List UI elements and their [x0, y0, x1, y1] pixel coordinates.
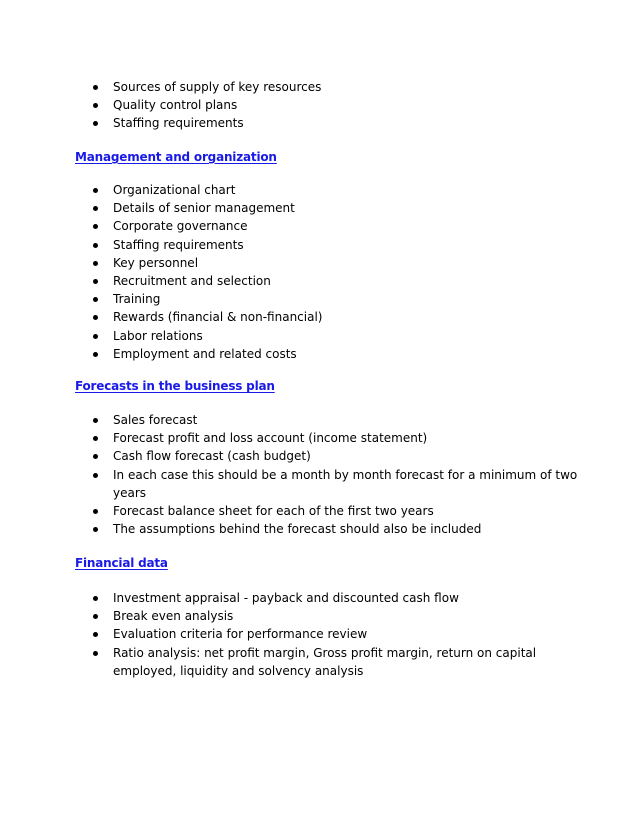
list-item: [0, 78, 638, 96]
list-item: [0, 411, 638, 429]
bullet-icon: [93, 206, 98, 211]
bullet-icon: [93, 418, 98, 423]
list-item-text: Labor relations: [113, 328, 203, 343]
section-heading-management: Management and organization: [75, 150, 277, 164]
list-item: [0, 236, 638, 254]
bullet-icon: [93, 85, 98, 90]
list-item-text: Staffing requirements: [113, 116, 244, 131]
list-item: [0, 308, 638, 326]
list-item: [0, 589, 638, 607]
bullet-icon: [93, 436, 98, 441]
list-item-text: In each case this should be a month by month forecast for a minimum of two years: [113, 467, 578, 500]
intro-section: [0, 78, 638, 133]
list-item-text: Sources of supply of key resources: [113, 80, 322, 94]
list-item-text: Details of senior management: [113, 201, 295, 216]
bullet-icon: [93, 224, 98, 229]
list-item: [0, 520, 638, 538]
list-item-text: Cash flow forecast (cash budget): [113, 449, 311, 464]
bullet-icon: [93, 651, 98, 656]
list-item: [0, 254, 638, 272]
intro-bullet-list: [0, 78, 638, 133]
list-item-text: Ratio analysis: net profit margin, Gross profit margin, return on capital employed, liquidity and solvency analysis: [113, 645, 537, 678]
list-item-text: Corporate governance: [113, 219, 248, 234]
bullet-icon: [93, 279, 98, 284]
list-item-text: Rewards (financial & non-financial): [113, 310, 323, 325]
section-heading-financial: Financial data: [75, 556, 168, 570]
bullet-icon: [93, 352, 98, 357]
list-item: [0, 644, 638, 680]
list-item: [0, 607, 638, 625]
bullet-icon: [93, 454, 98, 459]
financial-bullet-list: [0, 589, 638, 680]
bullet-icon: [93, 188, 98, 193]
section-heading-forecasts: Forecasts in the business plan: [75, 379, 275, 393]
bullet-icon: [93, 509, 98, 514]
bullet-icon: [93, 632, 98, 637]
bullet-icon: [93, 315, 98, 320]
list-item-text: Staffing requirements: [113, 237, 244, 252]
forecasts-bullet-list: [0, 411, 638, 538]
list-item: [0, 290, 638, 308]
list-item-text: Break even analysis: [113, 609, 234, 624]
list-item: [0, 345, 638, 363]
list-item: [0, 199, 638, 217]
bullet-icon: [93, 334, 98, 339]
list-item-text: Employment and related costs: [113, 346, 297, 361]
bullet-icon: [93, 614, 98, 619]
bullet-icon: [93, 473, 98, 478]
list-item-text: Quality control plans: [113, 98, 238, 113]
list-item: [0, 217, 638, 235]
list-item-text: Organizational chart: [113, 183, 236, 197]
list-item: [0, 429, 638, 447]
forecasts-section: [0, 411, 638, 538]
bullet-icon: [93, 596, 98, 601]
list-item-text: The assumptions behind the forecast should also be included: [113, 522, 482, 537]
bullet-icon: [93, 261, 98, 266]
list-item-text: Training: [113, 292, 161, 307]
list-item: [0, 96, 638, 114]
list-item: [0, 625, 638, 643]
list-item-text: Sales forecast: [113, 413, 198, 427]
list-item-text: Forecast profit and loss account (income statement): [113, 431, 428, 446]
bullet-icon: [93, 243, 98, 248]
list-item-text: Investment appraisal - payback and discounted cash flow: [113, 591, 459, 605]
bullet-icon: [93, 121, 98, 126]
list-item: [0, 447, 638, 465]
list-item-text: Key personnel: [113, 255, 199, 270]
list-item-text: Evaluation criteria for performance review: [113, 627, 368, 642]
list-item-text: Recruitment and selection: [113, 274, 271, 289]
list-item-text: Forecast balance sheet for each of the first two years: [113, 504, 434, 519]
list-item: [0, 466, 638, 502]
management-section: [0, 181, 638, 363]
bullet-icon: [93, 297, 98, 302]
list-item: [0, 502, 638, 520]
list-item: [0, 327, 638, 345]
list-item: [0, 272, 638, 290]
list-item: [0, 181, 638, 199]
bullet-icon: [93, 527, 98, 532]
list-item: [0, 114, 638, 132]
bullet-icon: [93, 103, 98, 108]
financial-section: [0, 589, 638, 680]
management-bullet-list: [0, 181, 638, 363]
